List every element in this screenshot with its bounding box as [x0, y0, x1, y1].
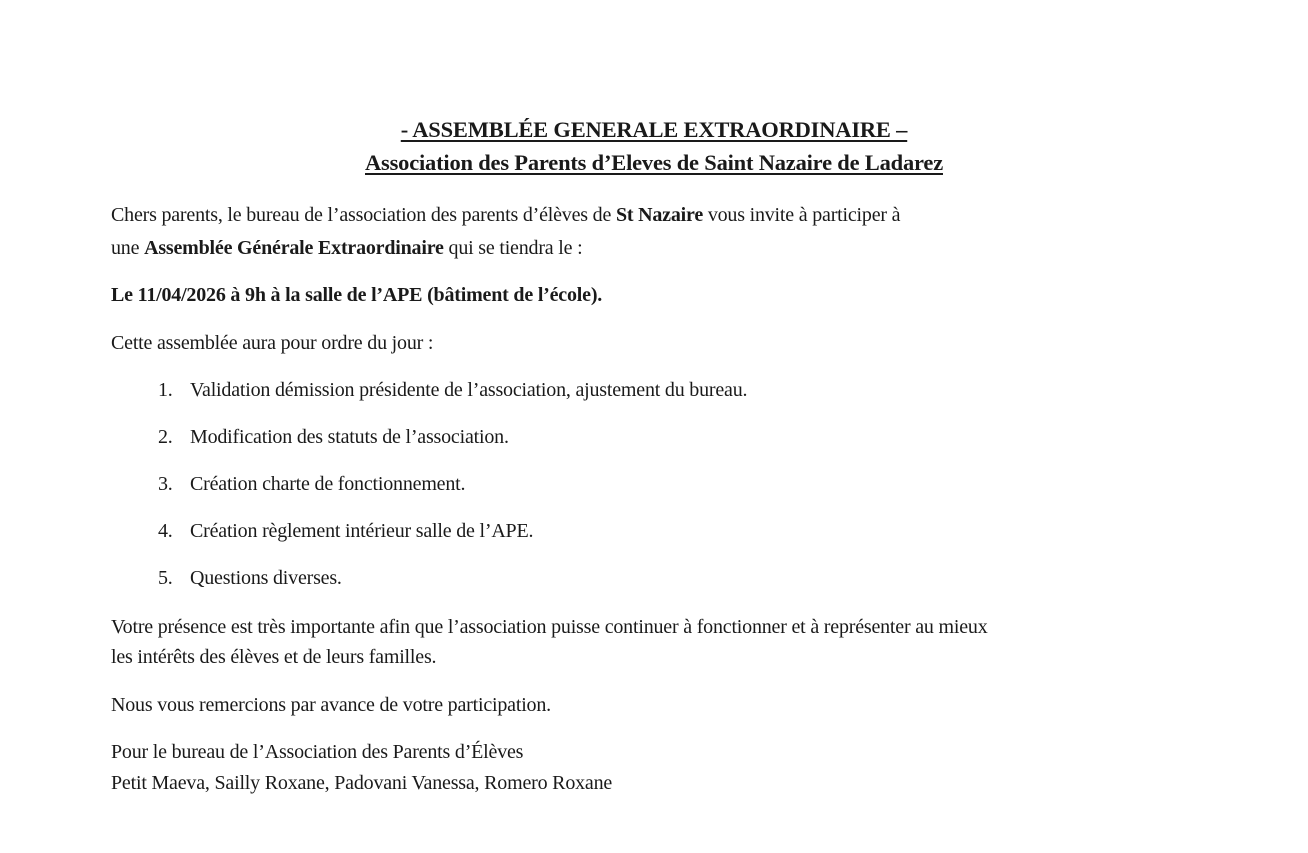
meeting-type: Assemblée Générale Extraordinaire [144, 237, 444, 259]
agenda-text: Création charte de fonctionnement. [190, 473, 466, 495]
agenda-item [158, 563, 342, 593]
meeting-date-line: Le 11/04/2026 à 9h à la salle de l’APE (bâtiment de l’école). [111, 284, 603, 306]
thanks-line: Nous vous remercions par avance de votre participation. [111, 694, 551, 716]
document-title [0, 113, 1308, 179]
agenda-text: Validation démission présidente de l’association, ajustement du bureau. [190, 379, 748, 401]
agenda-item [158, 469, 465, 499]
intro-text-2: vous invite à participer à [703, 204, 901, 226]
agenda-number: 2. [158, 426, 173, 448]
intro-text-4: qui se tiendra le : [443, 237, 583, 259]
agenda-number: 3. [158, 473, 173, 495]
intro-text-1: Chers parents, le bureau de l’association des parents d’élèves de [111, 204, 616, 226]
agenda-text: Création règlement intérieur salle de l’APE. [190, 520, 534, 542]
intro-text-3: une [111, 237, 145, 259]
agenda-number: 4. [158, 520, 173, 542]
intro-line-2 [111, 233, 582, 263]
agenda-number: 1. [158, 379, 173, 401]
agenda-item [158, 375, 747, 405]
school-name: St Nazaire [615, 204, 704, 226]
agenda-item [158, 422, 509, 452]
agenda-text: Modification des statuts de l’association. [190, 426, 509, 448]
title-line-2: Association des Parents d’Eleves de Saint Nazaire de Ladarez [365, 150, 943, 175]
agenda-text: Questions diverses. [190, 567, 342, 589]
signature-names: Petit Maeva, Sailly Roxane, Padovani Vanessa, Romero Roxane [111, 772, 613, 794]
title-line-1: - ASSEMBLÉE GENERALE EXTRAORDINAIRE – [400, 117, 908, 142]
agenda-number: 5. [158, 567, 173, 589]
signature-line-1: Pour le bureau de l’Association des Parents d’Élèves [111, 741, 524, 763]
agenda-intro: Cette assemblée aura pour ordre du jour : [111, 332, 434, 354]
presence-line-2: les intérêts des élèves et de leurs familles. [111, 646, 437, 668]
agenda-item [158, 516, 533, 546]
intro-line-1 [111, 200, 900, 230]
presence-line-1: Votre présence est très importante afin que l’association puisse continuer à fonctionner et à représenter au mieux [111, 616, 988, 638]
